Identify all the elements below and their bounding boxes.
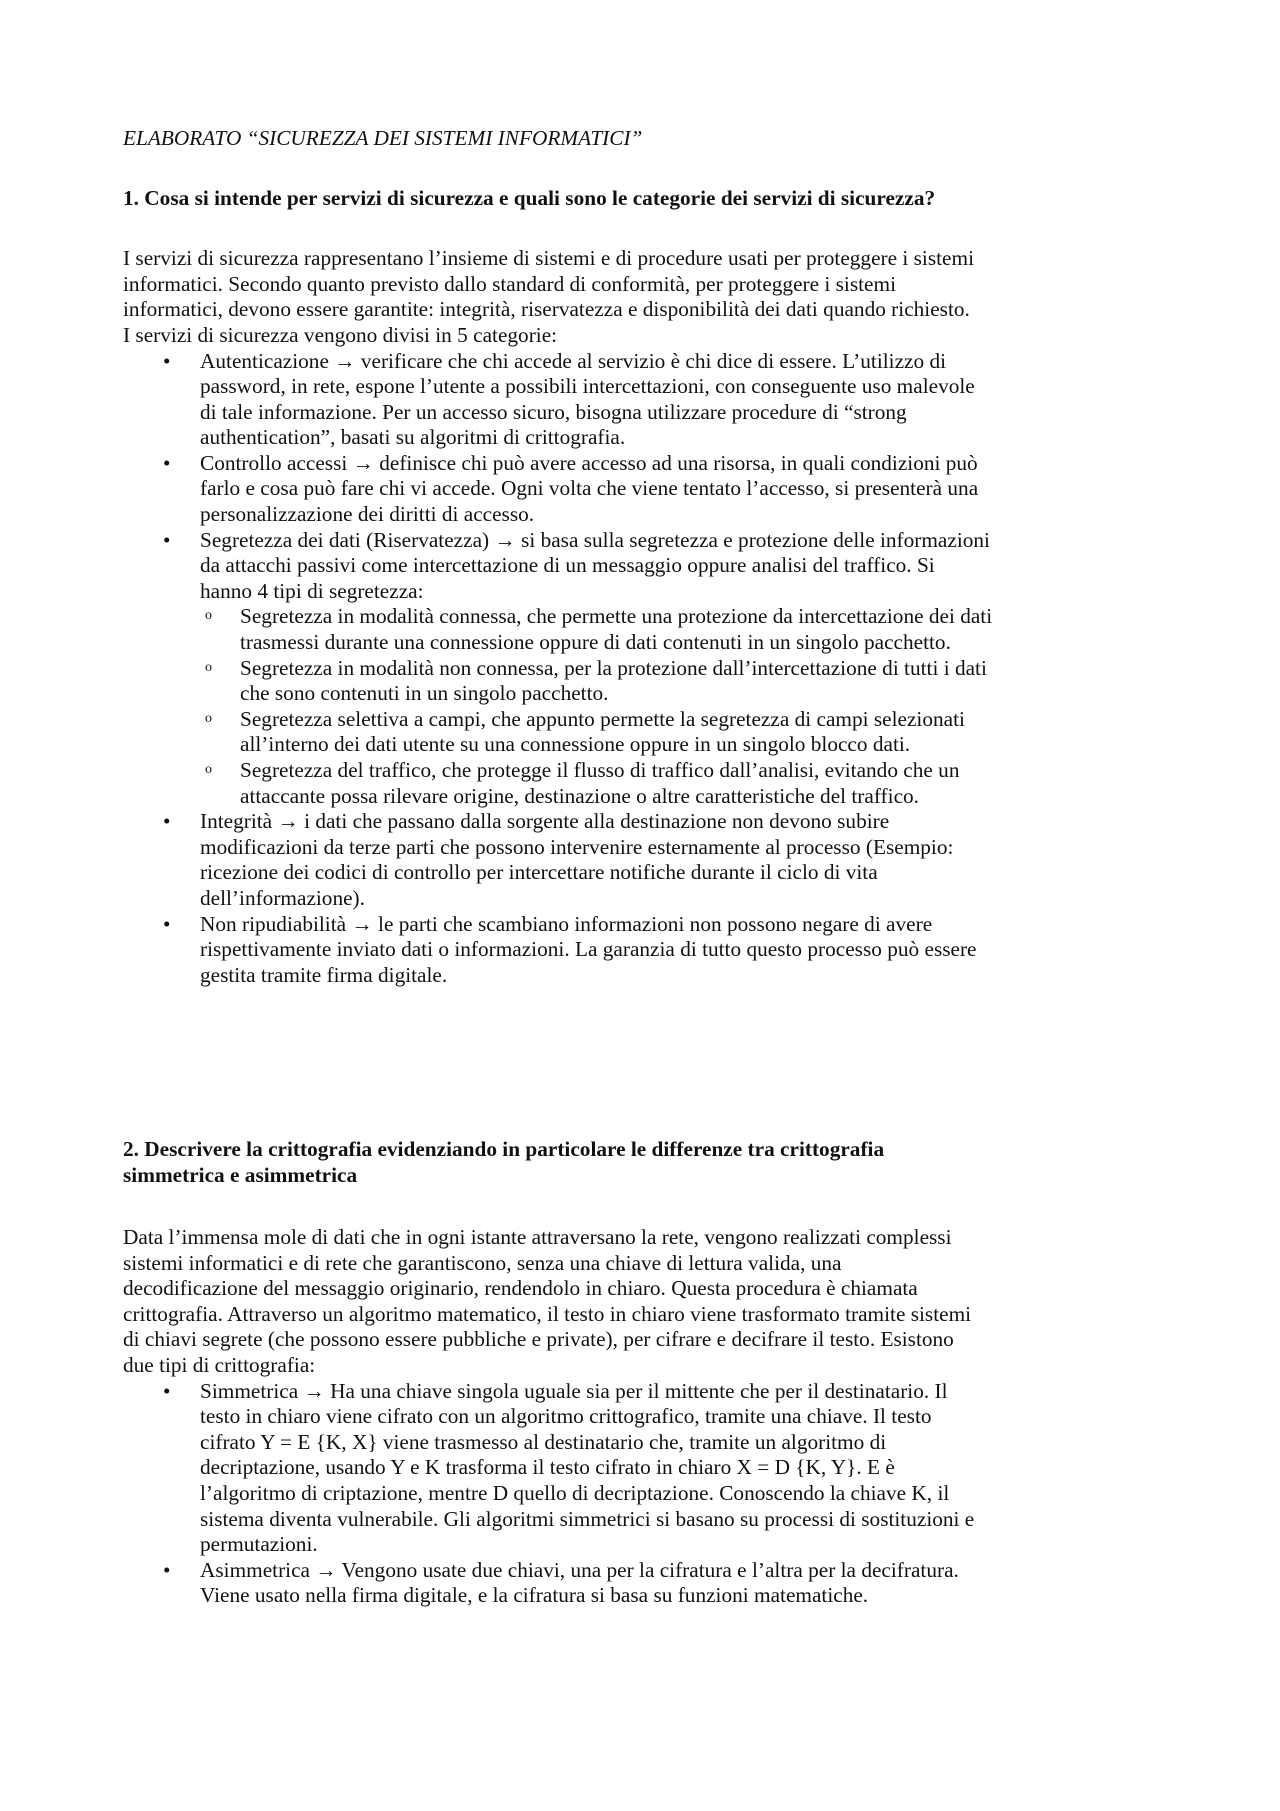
paragraph-line: di chiavi segrete (che possono essere pubbliche e private), per cifrare e decifrare il testo. Esistono xyxy=(123,1327,954,1352)
list-item-line: Segretezza selettiva a campi, che appunto permette la segretezza di campi selezionati xyxy=(240,706,965,731)
bullet-icon: • xyxy=(163,450,171,475)
paragraph-line: Data l’immensa mole di dati che in ogni istante attraversano la rete, vengono realizzati complessi xyxy=(123,1225,952,1249)
list-item-line: Viene usato nella firma digitale, e la cifratura si basa su funzioni matematiche. xyxy=(200,1583,869,1608)
circle-bullet-icon: o xyxy=(205,659,212,675)
list-item-line: sistema diventa vulnerabile. Gli algoritmi simmetrici si basano su processi di sostituzioni e xyxy=(200,1506,975,1531)
document-title: ELABORATO “SICUREZZA DEI SISTEMI INFORMATICI” xyxy=(123,126,643,150)
paragraph-line: informatici. Secondo quanto previsto dallo standard di conformità, per proteggere i sistemi xyxy=(123,271,896,296)
list-item-line: authentication”, basati su algoritmi di crittografia. xyxy=(200,425,626,450)
sub-list-item-non-connessa xyxy=(123,656,1168,707)
list-item-line: farlo e cosa può fare chi vi accede. Ogni volta che viene tentato l’accesso, si presenterà una xyxy=(200,476,979,501)
list-item-line: di tale informazione. Per un accesso sicuro, bisogna utilizzare procedure di “strong xyxy=(200,399,907,424)
list-item-line: da attacchi passivi come intercettazione di un messaggio oppure analisi del traffico. Si xyxy=(200,553,935,578)
bullet-icon: • xyxy=(163,527,171,552)
section-2-intro xyxy=(123,1225,1168,1379)
list-item-line: hanno 4 tipi di segretezza: xyxy=(200,578,424,603)
paragraph-line: informatici, devono essere garantite: integrità, riservatezza e disponibilità dei dati quando richiesto. xyxy=(123,297,970,322)
circle-bullet-icon: o xyxy=(205,608,212,624)
list-item-line: che sono contenuti in un singolo pacchetto. xyxy=(240,681,609,706)
list-item-line: all’interno dei dati utente su una connessione oppure in un singolo blocco dati. xyxy=(240,732,911,757)
list-item-line: password, in rete, espone l’utente a possibili intercettazioni, con conseguente uso malevole xyxy=(200,374,975,399)
section-1-heading: 1. Cosa si intende per servizi di sicurezza e quali sono le categorie dei servizi di sicurezza? xyxy=(123,186,936,210)
heading-line: simmetrica e asimmetrica xyxy=(123,1163,358,1187)
list-item-line: Controllo accessi → definisce chi può avere accesso ad una risorsa, in quali condizioni può xyxy=(200,450,978,475)
circle-bullet-icon: o xyxy=(205,762,212,777)
bullet-icon: • xyxy=(163,1557,171,1582)
list-item-asimmetrica xyxy=(123,1558,1168,1609)
list-item-autenticazione xyxy=(123,349,1168,451)
list-item-line: testo in chiaro viene cifrato con un algoritmo crittografico, tramite una chiave. Il testo xyxy=(200,1404,932,1429)
list-item-line: gestita tramite firma digitale. xyxy=(200,962,448,987)
paragraph-line: crittografia. Attraverso un algoritmo matematico, il testo in chiaro viene trasformato tramite sistemi xyxy=(123,1301,972,1326)
sub-list-item-traffico xyxy=(123,758,1168,809)
circle-bullet-icon: o xyxy=(205,710,212,726)
list-item-line: Integrità → i dati che passano dalla sorgente alla destinazione non devono subire xyxy=(200,809,890,834)
list-item-line: Asimmetrica → Vengono usate due chiavi, una per la cifratura e l’altra per la decifratura. xyxy=(200,1557,959,1582)
list-item-line: trasmessi durante una connessione oppure di dati contenuti in un singolo pacchetto. xyxy=(240,630,951,655)
list-item-line: rispettivamente inviato dati o informazioni. La garanzia di tutto questo processo può essere xyxy=(200,937,977,962)
section-1-intro xyxy=(123,246,1168,348)
paragraph-line: decodificazione del messaggio originario, rendendolo in chiaro. Questa procedura è chiamata xyxy=(123,1276,918,1301)
list-item-controllo-accessi xyxy=(123,451,1168,528)
list-item-line: ricezione dei codici di controllo per intercettare notifiche durante il ciclo di vita xyxy=(200,860,878,885)
list-item-line: decriptazione, usando Y e K trasforma il testo cifrato in chiaro X = D {K, Y}. E è xyxy=(200,1455,895,1480)
bullet-icon: • xyxy=(163,348,171,373)
list-item-line: personalizzazione dei diritti di accesso. xyxy=(200,502,535,527)
list-item-line: cifrato Y = E {K, X} viene trasmesso al destinatario che, tramite un algoritmo di xyxy=(200,1429,887,1454)
list-item-line: Autenticazione → verificare che chi accede al servizio è chi dice di essere. L’utilizzo di xyxy=(200,348,947,373)
list-item-integrita xyxy=(123,809,1168,911)
list-item-line: attaccante possa rilevare origine, destinazione o altre caratteristiche del traffico. xyxy=(240,783,919,808)
paragraph-line: sistemi informatici e di rete che garantiscono, senza una chiave di lettura valida, una xyxy=(123,1250,842,1275)
list-item-non-ripudiabilita xyxy=(123,912,1168,989)
paragraph-line: I servizi di sicurezza rappresentano l’insieme di sistemi e di procedure usati per proteggere i sistemi xyxy=(123,246,974,270)
list-item-line: l’algoritmo di criptazione, mentre D quello di decriptazione. Conoscendo la chiave K, il xyxy=(200,1480,950,1505)
section-2-heading xyxy=(123,1136,884,1188)
paragraph-line: due tipi di crittografia: xyxy=(123,1352,316,1377)
list-item-line: Simmetrica → Ha una chiave singola uguale sia per il mittente che per il destinatario. Il xyxy=(200,1378,948,1403)
section-2-bullet-list xyxy=(123,1379,1168,1609)
bullet-icon: • xyxy=(163,809,171,834)
paragraph-line: I servizi di sicurezza vengono divisi in 5 categorie: xyxy=(123,322,558,347)
heading-line: 2. Descrivere la crittografia evidenziando in particolare le differenze tra crittografia xyxy=(123,1137,885,1161)
bullet-icon: • xyxy=(163,911,171,936)
sub-list-item-selettiva xyxy=(123,707,1168,758)
list-item-line: Non ripudiabilità → le parti che scambiano informazioni non possono negare di avere xyxy=(200,911,933,936)
list-item-line: Segretezza dei dati (Riservatezza) → si basa sulla segretezza e protezione delle informazioni xyxy=(200,527,990,552)
bullet-icon: • xyxy=(163,1378,171,1403)
list-item-simmetrica xyxy=(123,1379,1168,1558)
sub-list-item-connessa xyxy=(123,604,1168,655)
list-item-line: Segretezza del traffico, che protegge il flusso di traffico dall’analisi, evitando che un xyxy=(240,758,960,782)
list-item-line: Segretezza in modalità non connessa, per la protezione dall’intercettazione di tutti i dati xyxy=(240,655,987,680)
list-item-segretezza-dati xyxy=(123,528,1168,605)
list-item-line: permutazioni. xyxy=(200,1532,318,1557)
list-item-line: Segretezza in modalità connessa, che permette una protezione da intercettazione dei dati xyxy=(240,604,993,629)
section-1-bullet-list xyxy=(123,349,1168,989)
list-item-line: modificazioni da terze parti che possono intervenire esternamente al processo (Esempio: xyxy=(200,834,954,859)
list-item-line: dell’informazione). xyxy=(200,885,365,910)
